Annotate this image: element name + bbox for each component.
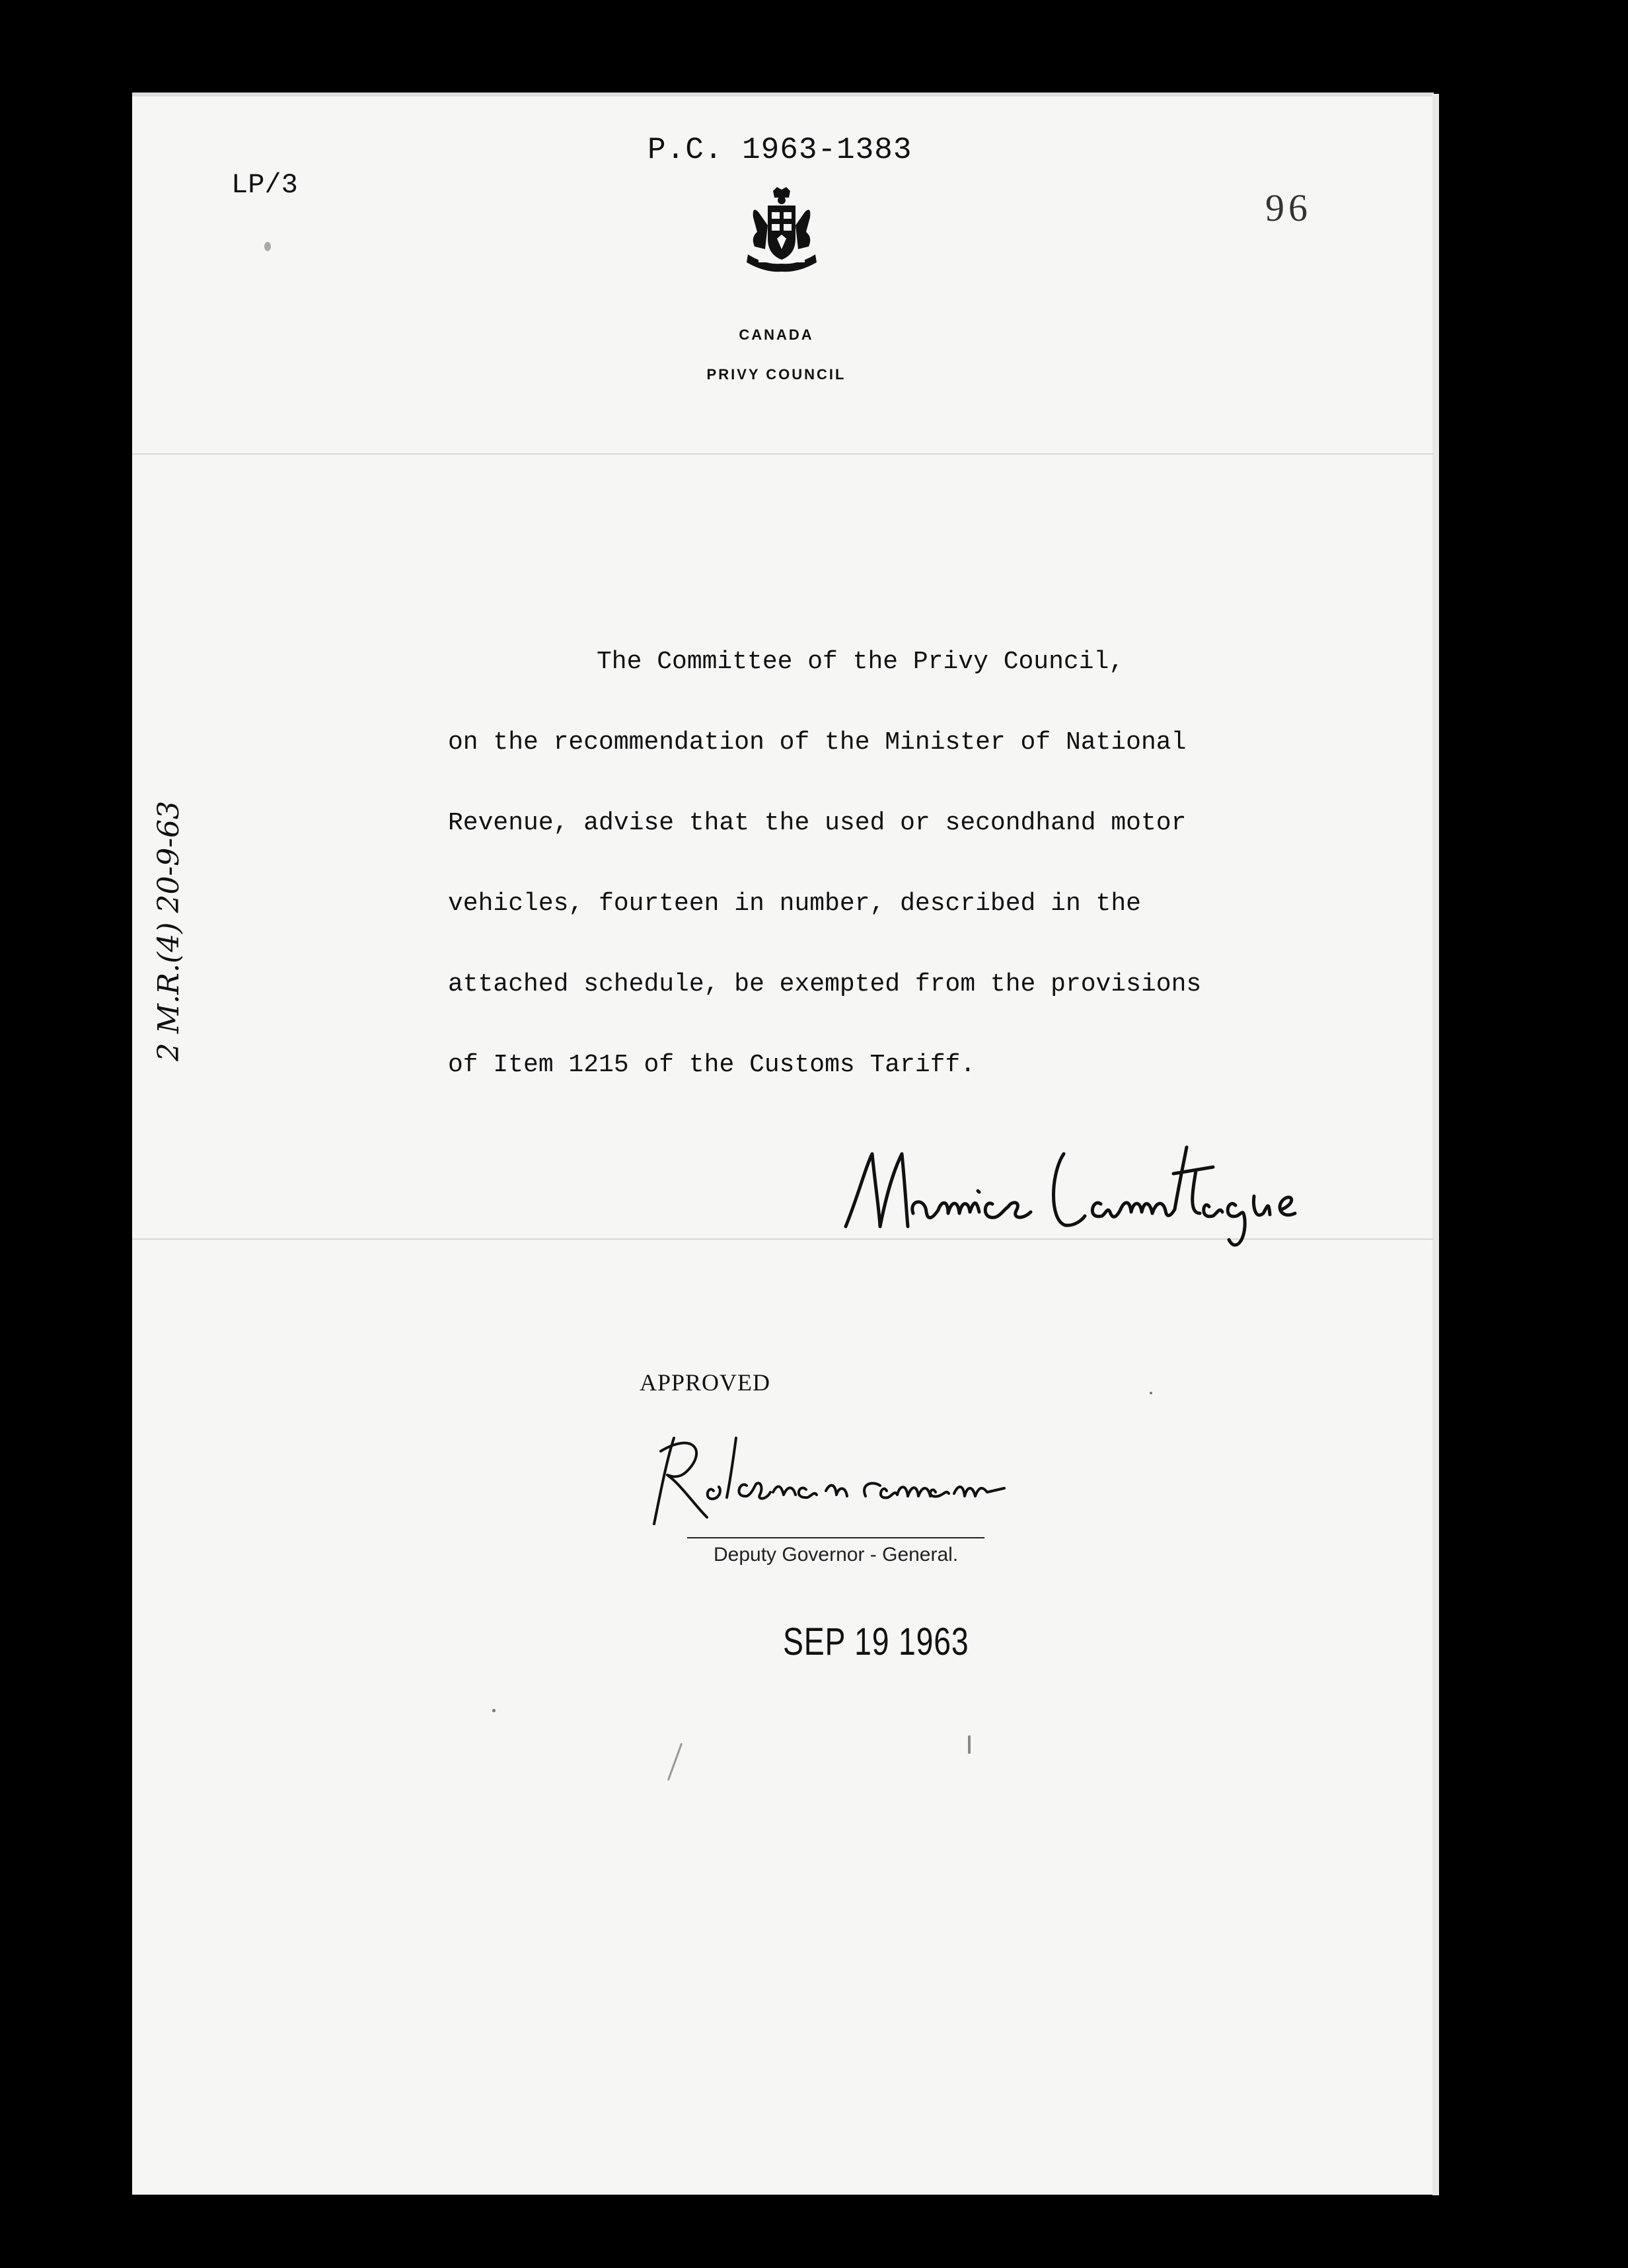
scan-speck xyxy=(264,242,271,251)
body-line: on the recommendation of the Minister of National xyxy=(448,728,1187,757)
signature-title: Deputy Governor - General. xyxy=(714,1544,959,1566)
canada-coat-of-arms-icon xyxy=(739,186,825,278)
page-edge xyxy=(1432,94,1439,2195)
order-body xyxy=(448,622,1439,1106)
approved-label: APPROVED xyxy=(640,1369,771,1396)
body-line: The Committee of the Privy Council, xyxy=(597,648,1125,676)
minister-signature xyxy=(839,1127,1368,1260)
document-page xyxy=(132,93,1434,2195)
body-line: vehicles, fourteen in number, described in the xyxy=(448,889,1141,918)
scan-fold-line xyxy=(132,453,1434,455)
council-heading: PRIVY COUNCIL xyxy=(706,366,846,383)
date-stamp: SEP 19 1963 xyxy=(783,1620,969,1663)
body-line: Revenue, advise that the used or secondhand motor xyxy=(448,809,1187,837)
order-number: P.C. 1963-1383 xyxy=(648,133,912,167)
scan-speck xyxy=(968,1735,971,1754)
body-line: of Item 1215 of the Customs Tariff. xyxy=(448,1051,976,1079)
scan-speck xyxy=(492,1709,496,1712)
scan-speck xyxy=(667,1743,683,1780)
scan-speck xyxy=(1150,1392,1152,1394)
page-number: 96 xyxy=(1265,186,1312,229)
governor-signature xyxy=(634,1412,1018,1531)
country-heading: CANADA xyxy=(739,326,814,343)
file-code: LP/3 xyxy=(231,169,298,201)
margin-annotation: 2 M.R.(4) 20-9-63 xyxy=(152,800,186,1061)
signature-line xyxy=(687,1537,984,1538)
body-line: attached schedule, be exempted from the provisions xyxy=(448,970,1202,999)
